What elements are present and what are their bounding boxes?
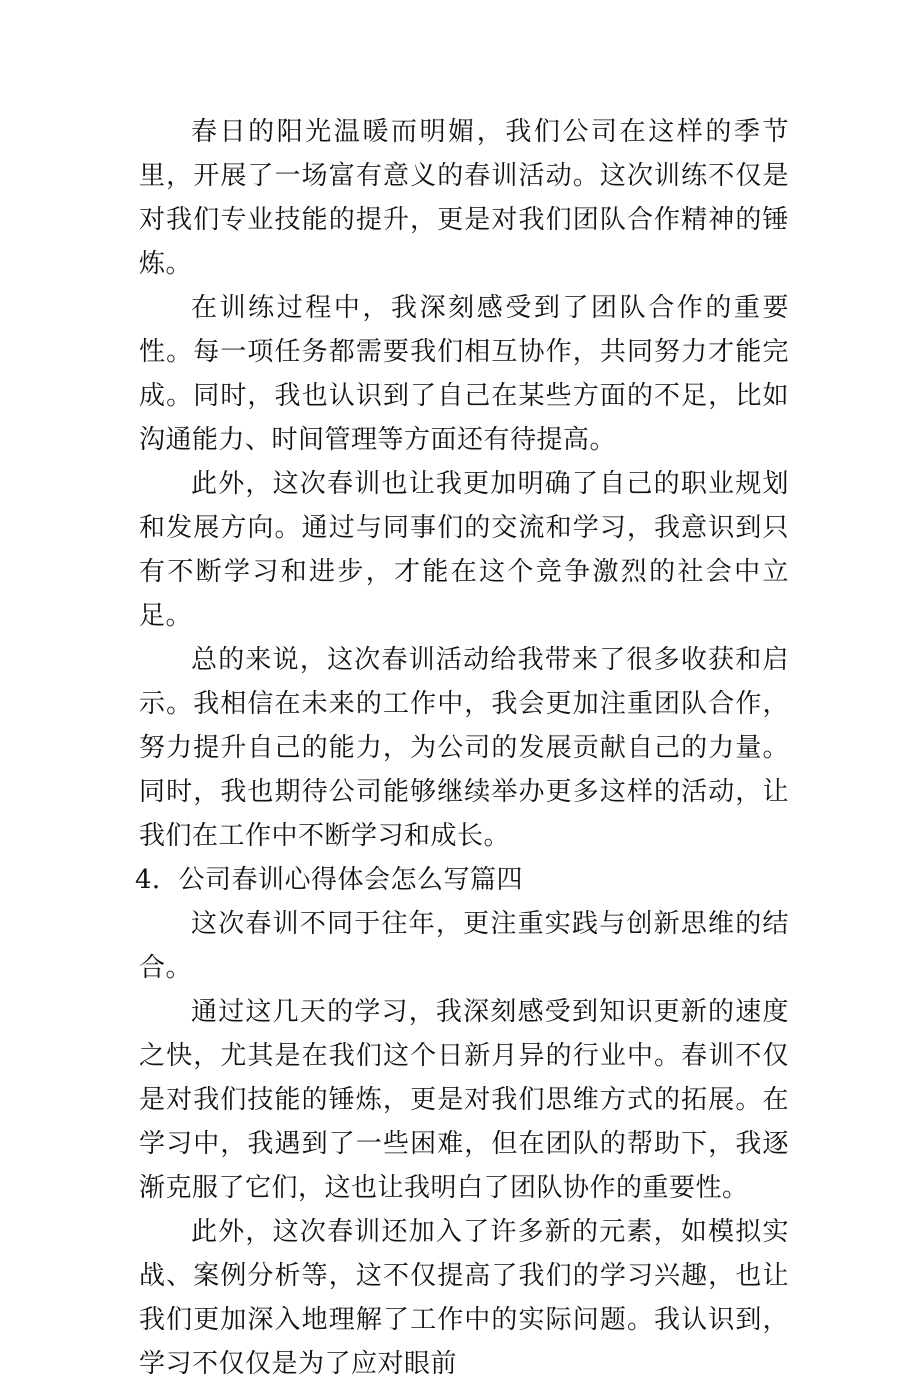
paragraph-practice-innovation: 这次春训不同于往年，更注重实践与创新思维的结合。 [139, 909, 789, 983]
paragraph-teamwork: 在训练过程中，我深刻感受到了团队合作的重要性。每一项任务都需要我们相互协作，共同努力才能完成。同时，我也认识到了自己在某些方面的不足，比如沟通能力、时间管理等方面还有待提高。 [139, 293, 789, 455]
paragraph-spring-sunshine: 春日的阳光温暖而明媚，我们公司在这样的季节里，开展了一场富有意义的春训活动。这次训练不仅是对我们专业技能的提升，更是对我们团队合作精神的锤炼。 [139, 117, 789, 279]
paragraph-new-elements: 此外，这次春训还加入了许多新的元素，如模拟实战、案例分析等，这不仅提高了我们的学习兴趣，也让我们更加深入地理解了工作中的实际问题。我认识到，学习不仅仅是为了应对眼前 [139, 1217, 789, 1379]
paragraph-summary: 总的来说，这次春训活动给我带来了很多收获和启示。我相信在未来的工作中，我会更加注重团队合作，努力提升自己的能力，为公司的发展贡献自己的力量。同时，我也期待公司能够继续举办更多这样的活动，让我们在工作中不断学习和成长。 [139, 645, 789, 851]
paragraph-career-planning: 此外，这次春训也让我更加明确了自己的职业规划和发展方向。通过与同事们的交流和学习，我意识到只有不断学习和进步，才能在这个竞争激烈的社会中立足。 [139, 469, 789, 631]
paragraph-knowledge-update: 通过这几天的学习，我深刻感受到知识更新的速度之快，尤其是在我们这个日新月异的行业中。春训不仅是对我们技能的锤炼，更是对我们思维方式的拓展。在学习中，我遇到了一些困难，但在团队的帮助下，我逐渐克服了它们，这也让我明白了团队协作的重要性。 [139, 997, 789, 1203]
section-heading: 4．公司春训心得体会怎么写篇四 [135, 865, 524, 895]
document-body [135, 110, 789, 1386]
